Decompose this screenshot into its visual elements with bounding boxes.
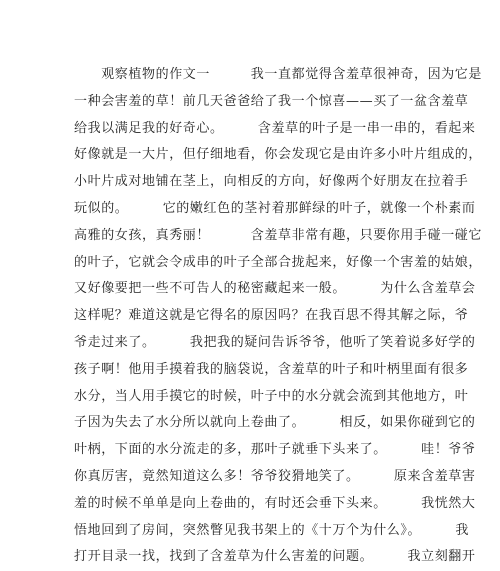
text-line: 悟地回到了房间，突然瞥见我书架上的《十万个为什么》。 我: [74, 522, 470, 538]
essay-text: [74, 62, 483, 571]
text-line: 打开目录一找，找到了含羞草为什么害羞的问题。 我立刻翻开: [74, 549, 476, 565]
text-line: 孩子啊！他用手摸着我的脑袋说，含羞草的叶子和叶柄里面有很多: [74, 361, 469, 377]
text-line: 一种会害羞的草！前几天爸爸给了我一个惊喜——买了一盆含羞草: [74, 93, 469, 109]
text-line: 叶柄，下面的水分流走的多，那叶子就垂下头来了。 哇！爷爷: [74, 442, 476, 458]
text-line: 玩似的。 它的嫩红色的茎衬着那鲜绿的叶子，就像一个朴素而: [74, 200, 476, 216]
text-line: 观察植物的作文一 我一直都觉得含羞草很神奇，因为它是: [74, 67, 483, 82]
text-line: 羞的时候不单单是向上卷曲的，有时还会垂下头来。 我恍然大: [74, 495, 476, 511]
text-line: 爷走过来了。 我把我的疑问告诉爷爷，他听了笑着说多好学的: [74, 334, 476, 350]
text-line: 的叶子，它就会令成串的叶子全部合拢起来，好像一个害羞的姑娘，: [74, 254, 483, 270]
text-line: 这样呢？难道这就是它得名的原因吗？在我百思不得其解之际，爷: [74, 308, 469, 324]
text-line: 水分，当人用手摸它的时候，叶子中的水分就会流到其他地方，叶: [74, 388, 469, 404]
text-line: 子因为失去了水分所以就向上卷曲了。 相反，如果你碰到它的: [74, 415, 476, 431]
text-line: 给我以满足我的好奇心。 含羞草的叶子是一串一串的，看起来: [74, 120, 476, 136]
text-line: 高雅的女孩，真秀丽！ 含羞草非常有趣，只要你用手碰一碰它: [74, 227, 483, 243]
text-line: 小叶片成对地铺在茎上，向相反的方向，好像两个好朋友在拉着手: [74, 174, 469, 190]
text-line: 你真厉害，竟然知道这么多！爷爷狡猾地笑了。 原来含羞草害: [74, 468, 476, 484]
text-line: 又好像要把一些不可告人的秘密藏起来一般。 为什么含羞草会: [74, 281, 476, 297]
text-line: 好像就是一大片，但仔细地看，你会发现它是由许多小叶片组成的，: [74, 147, 483, 163]
